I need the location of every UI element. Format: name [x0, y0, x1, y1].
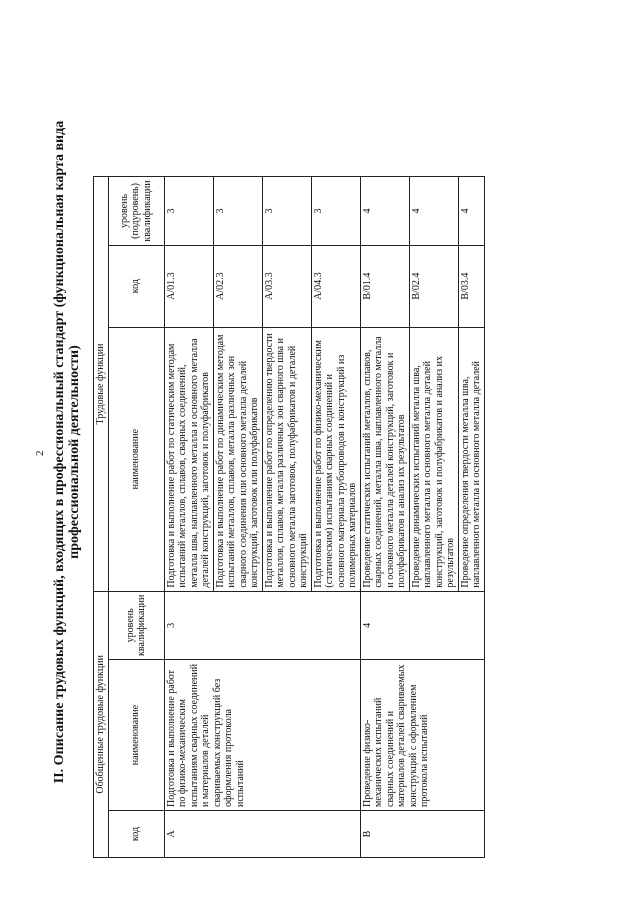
header-name: наименование — [108, 660, 164, 811]
tf-code: A/01.3 — [164, 245, 213, 327]
tf-sublevel: 4 — [360, 177, 409, 245]
tf-name: Подготовка и выполнение работ по динамическим методам испытаний металлов, сплавов, металла различных зон сварного соединения или основного металла деталей конструкций, заготовок или полуфабрикатов — [213, 327, 262, 591]
section-title-line1: II. Описание трудовых функций, входящих в профессиональный стандарт (функциональная карта вида — [52, 120, 67, 784]
tf-sublevel: 4 — [458, 177, 484, 245]
gtf-level: 3 — [164, 591, 360, 659]
tf-sublevel: 3 — [262, 177, 311, 245]
tf-name: Проведение динамических испытаний металла шва, наплавленного металла и основного металла деталей конструкций, заготовок и полуфабрикатов и анализ их результатов — [409, 327, 458, 591]
tf-name: Подготовка и выполнение работ по определению твердости металлов, сплавов, металла различных зон сварного шва и основного металла заготовок, полуфабрикатов и деталей конструкций — [262, 327, 311, 591]
table-row — [164, 177, 213, 858]
header-labor-functions: Трудовые функции — [94, 177, 109, 591]
gtf-code: B — [360, 811, 484, 858]
header-generalized-functions: Обобщенные трудовые функции — [94, 591, 109, 857]
tf-sublevel: 3 — [213, 177, 262, 245]
tf-code: A/03.3 — [262, 245, 311, 327]
functional-map-table — [93, 176, 485, 858]
gtf-name: Проведение физико-механических испытаний сварных соединений и материалов деталей свариваемых конструкций с оформлением протокола испытаний — [360, 660, 484, 811]
tf-sublevel: 3 — [164, 177, 213, 245]
gtf-level: 4 — [360, 591, 484, 659]
tf-name: Проведение статических испытаний металлов, сплавов, сварных соединений, металла шва, наплавленного металла и основного металла деталей конструкций, заготовок и полуфабрикатов и анализ их результатов — [360, 327, 409, 591]
table-row — [360, 177, 409, 858]
page-number: 2 — [34, 450, 46, 456]
tf-name: Подготовка и выполнение работ по физико-механическим (статическим) испытаниям сварных соединений и основного материала трубопроводов и конструкций из полимерных материалов — [311, 327, 360, 591]
tf-name: Подготовка и выполнение работ по статическим методам испытаний металлов, сплавов, сварных соединений, металла шва, наплавленного металла и основного металла деталей конструкций, заготовок и полуфабрикатов — [164, 327, 213, 591]
tf-sublevel: 4 — [409, 177, 458, 245]
header-sublevel: уровень (подуровень) квалификации — [108, 177, 164, 245]
section-title — [52, 87, 82, 817]
tf-code: B/03.4 — [458, 245, 484, 327]
section-title-line2: профессиональной деятельности) — [67, 345, 82, 559]
header-level: уровень квалификации — [108, 591, 164, 659]
tf-code: A/04.3 — [311, 245, 360, 327]
tf-code: B/02.4 — [409, 245, 458, 327]
gtf-name: Подготовка и выполнение работ по физико-механическим испытаниям сварных соединений и материалов деталей свариваемых конструкций без оформления протокола испытаний — [164, 660, 360, 811]
tf-sublevel: 3 — [311, 177, 360, 245]
tf-name: Проведение определения твердости металла шва, наплавленного металла и основного металла деталей — [458, 327, 484, 591]
header-tf-code: код — [108, 245, 164, 327]
header-tf-name: наименование — [108, 327, 164, 591]
tf-code: B/01.4 — [360, 245, 409, 327]
header-code: код — [108, 811, 164, 858]
tf-code: A/02.3 — [213, 245, 262, 327]
gtf-code: A — [164, 811, 360, 858]
